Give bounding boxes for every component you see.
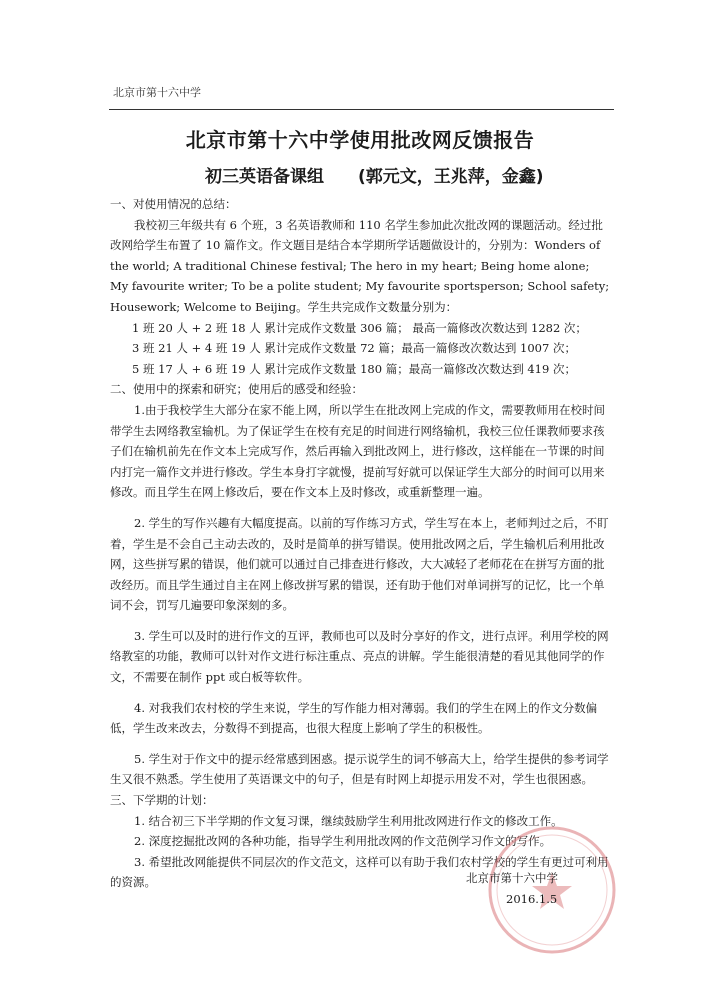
class-stats-row: 1 班 20 人 + 2 班 18 人 累计完成作文数量 306 篇； 最高一篇修改次数达到 1282 次；: [132, 320, 587, 335]
section2-item: 2. 学生的写作兴趣有大幅度提高。以前的写作练习方式，学生写在本上，老师判过之后，不盯着，学生是不会自己主动去改的，及时是简单的拼写错误。使用批改网之后，学生输机后利用批改网，这些拼写累的错误，他们就可以通过自己排查进行修改，大大减轻了老师花在在拼写方面的批改经历。而且学生通过自主在网上修改拼写累的错误，还有助于他们对单词拼写的记忆，比一个单词不会，罚写几遍要印象深刻的多。: [110, 515, 609, 613]
spacer: [110, 739, 610, 749]
official-seal-stamp: [482, 820, 622, 960]
spacer: [110, 503, 610, 513]
section2-heading: 二、使用中的探索和研究；使用后的感受和经验：: [110, 382, 363, 397]
section1-paragraph: 我校初三年级共有 6 个班，3 名英语教师和 110 名学生参加此次批改网的课题活动。经过批改网给学生布置了 10 篇作文。作文题目是结合本学期所学话题做设计的，分别为：Wonders of the world; A traditional Chinese festival; The hero in my heart; Being home alone; My favourite writer; To be a polite student; My favourite sportsperson; School safety; Housework; Welcome to Beijing。学生共完成作文数量分别为：: [110, 217, 610, 314]
header-divider: [109, 109, 614, 110]
section2-item: 3. 学生可以及时的进行作文的互评，教师也可以及时分享好的作文，进行点评。利用学校的网络教室的功能，教师可以针对作文进行标注重点、亮点的讲解。学生能很清楚的看见其他同学的作文，不需要在制作 ppt 或白板等软件。: [110, 628, 609, 685]
class-stats-row: 3 班 21 人 + 4 班 19 人 累计完成作文数量 72 篇；最高一篇修改次数达到 1007 次；: [132, 341, 576, 356]
spacer: [110, 616, 610, 626]
section3-item: 2. 深度挖掘批改网的各种功能，指导学生利用批改网的作文范例学习作文的写作。: [134, 834, 552, 849]
signature-school: 北京市第十六中学: [466, 871, 558, 885]
signature-date: 2016.1.5: [506, 892, 558, 906]
section2-item: 1.由于我校学生大部分在家不能上网，所以学生在批改网上完成的作文，需要教师用在校时间带学生去网络教室输机。为了保证学生在校有充足的时间进行网络输机，我校三位任课教师要求孩子们在输机前先在作文本上完成写作，然后再输入到批改网上，进行修改，这样能在一节课的时间内打完一篇作文并进行修改。学生本身打字就慢，提前写好就可以保证学生大部分的时间可以用来修改。而且学生在网上修改后，要在作文本上及时修改，或重新整理一遍。: [110, 402, 605, 500]
section1-heading: 一、对使用情况的总结：: [110, 197, 237, 211]
document-body: [110, 194, 610, 893]
section3-item: 1. 结合初三下半学期的作文复习课，继续鼓励学生利用批改网进行作文的修改工作。: [134, 813, 563, 828]
section3-heading: 三、下学期的计划：: [110, 793, 214, 808]
class-stats-row: 5 班 17 人 + 6 班 19 人 累计完成作文数量 180 篇；最高一篇修改次数达到 419 次；: [132, 361, 576, 376]
section2-item: 4. 对我我们农村校的学生来说，学生的写作能力相对薄弱。我们的学生在网上的作文分数偏低，学生改来改去，分数得不到提高，也很大程度上影响了学生的积极性。: [110, 700, 598, 736]
header-school-name: 北京市第十六中学: [113, 86, 201, 99]
document-subtitle: 初三英语备课组 (郭元文，王兆萍，金鑫): [205, 167, 544, 187]
spacer: [110, 688, 610, 698]
section3-item: 3. 希望批改网能提供不同层次的作文范文，这样可以有助于我们农村学校的学生有更过可利用的资源。: [110, 854, 609, 890]
section2-item: 5. 学生对于作文中的提示经常感到困惑。提示说学生的词不够高大上，给学生提供的参考词学生又很不熟悉。学生使用了英语课文中的句子，但是有时网上却提示用发不对，学生也很困惑。: [110, 751, 609, 787]
document-title: 北京市第十六中学使用批改网反馈报告: [185, 128, 535, 152]
